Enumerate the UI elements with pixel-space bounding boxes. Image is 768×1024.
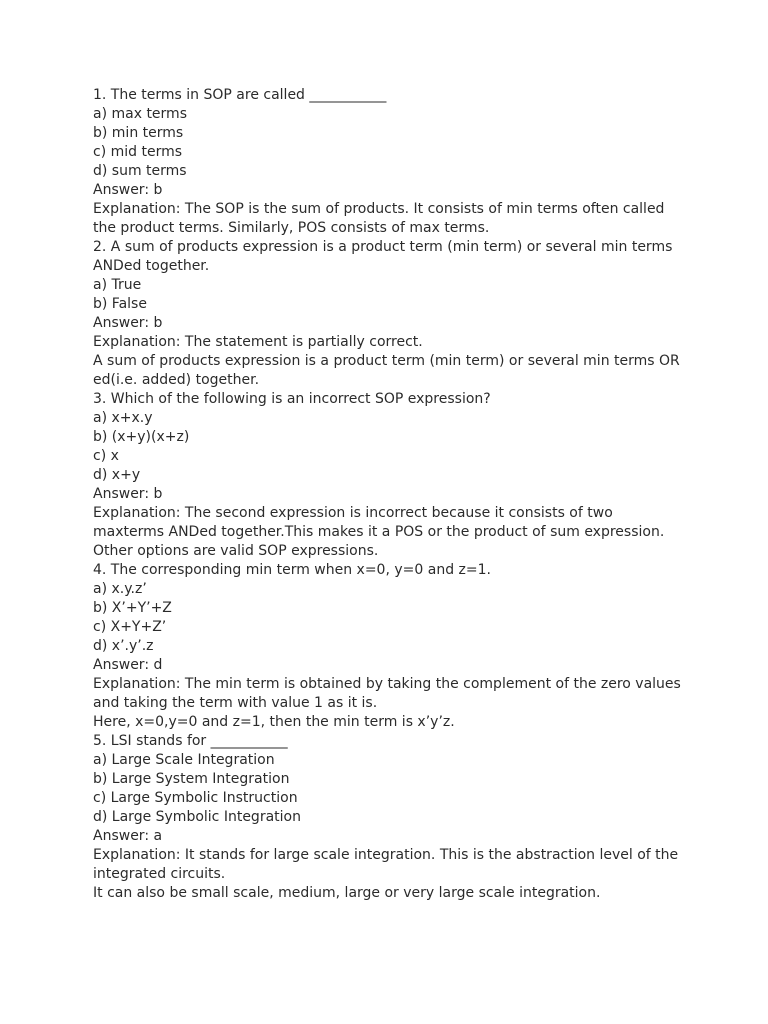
question-1-option-c: c) mid terms bbox=[93, 144, 183, 160]
question-3-option-b: b) (x+y)(x+z) bbox=[93, 429, 190, 445]
question-4-answer: Answer: d bbox=[93, 657, 163, 673]
question-5-option-a: a) Large Scale Integration bbox=[93, 752, 275, 768]
question-2-text-line-1: 2. A sum of products expression is a product term (min term) or several min terms bbox=[93, 239, 673, 255]
question-5-explanation-line-1: Explanation: It stands for large scale integration. This is the abstraction level of the bbox=[93, 847, 679, 863]
question-5-explanation-line-2: integrated circuits. bbox=[93, 866, 226, 882]
question-1-text: 1. The terms in SOP are called ___________ bbox=[93, 87, 387, 103]
question-4-explanation-line-2: and taking the term with value 1 as it is. bbox=[93, 695, 378, 711]
question-5-answer: Answer: a bbox=[93, 828, 163, 844]
question-2-explanation-line-3: ed(i.e. added) together. bbox=[93, 372, 260, 388]
question-3-explanation-line-2: maxterms ANDed together.This makes it a POS or the product of sum expression. bbox=[93, 524, 665, 540]
question-2-text-line-2: ANDed together. bbox=[93, 258, 210, 274]
question-3-option-c: c) x bbox=[93, 448, 119, 464]
question-2-option-a: a) True bbox=[93, 277, 142, 293]
question-5-text: 5. LSI stands for ___________ bbox=[93, 733, 288, 749]
question-1-option-d: d) sum terms bbox=[93, 163, 187, 179]
question-2-answer: Answer: b bbox=[93, 315, 163, 331]
question-3-option-a: a) x+x.y bbox=[93, 410, 153, 426]
document-body bbox=[93, 86, 693, 903]
question-5-explanation-line-3: It can also be small scale, medium, large or very large scale integration. bbox=[93, 885, 601, 901]
question-2-explanation-line-2: A sum of products expression is a product term (min term) or several min terms OR bbox=[93, 353, 680, 369]
question-2-explanation-line-1: Explanation: The statement is partially correct. bbox=[93, 334, 423, 350]
question-1-option-a: a) max terms bbox=[93, 106, 187, 122]
question-4-option-d: d) x’.y’.z bbox=[93, 638, 154, 654]
question-5-option-d: d) Large Symbolic Integration bbox=[93, 809, 301, 825]
question-3-explanation-line-1: Explanation: The second expression is incorrect because it consists of two bbox=[93, 505, 613, 521]
question-4-explanation-line-3: Here, x=0,y=0 and z=1, then the min term is x’y’z. bbox=[93, 714, 455, 730]
question-3-answer: Answer: b bbox=[93, 486, 163, 502]
question-4-option-b: b) X’+Y’+Z bbox=[93, 600, 172, 616]
question-5-option-c: c) Large Symbolic Instruction bbox=[93, 790, 298, 806]
question-4-text: 4. The corresponding min term when x=0, y=0 and z=1. bbox=[93, 562, 491, 578]
question-1-explanation-line-1: Explanation: The SOP is the sum of products. It consists of min terms often called bbox=[93, 201, 665, 217]
question-4-option-a: a) x.y.z’ bbox=[93, 581, 147, 597]
question-5-option-b: b) Large System Integration bbox=[93, 771, 290, 787]
question-4-option-c: c) X+Y+Z’ bbox=[93, 619, 167, 635]
question-2-option-b: b) False bbox=[93, 296, 147, 312]
question-1-explanation-line-2: the product terms. Similarly, POS consists of max terms. bbox=[93, 220, 490, 236]
question-3-explanation-line-3: Other options are valid SOP expressions. bbox=[93, 543, 379, 559]
question-3-text: 3. Which of the following is an incorrect SOP expression? bbox=[93, 391, 491, 407]
question-1-option-b: b) min terms bbox=[93, 125, 184, 141]
question-4-explanation-line-1: Explanation: The min term is obtained by taking the complement of the zero values bbox=[93, 676, 681, 692]
question-1-answer: Answer: b bbox=[93, 182, 163, 198]
question-3-option-d: d) x+y bbox=[93, 467, 141, 483]
